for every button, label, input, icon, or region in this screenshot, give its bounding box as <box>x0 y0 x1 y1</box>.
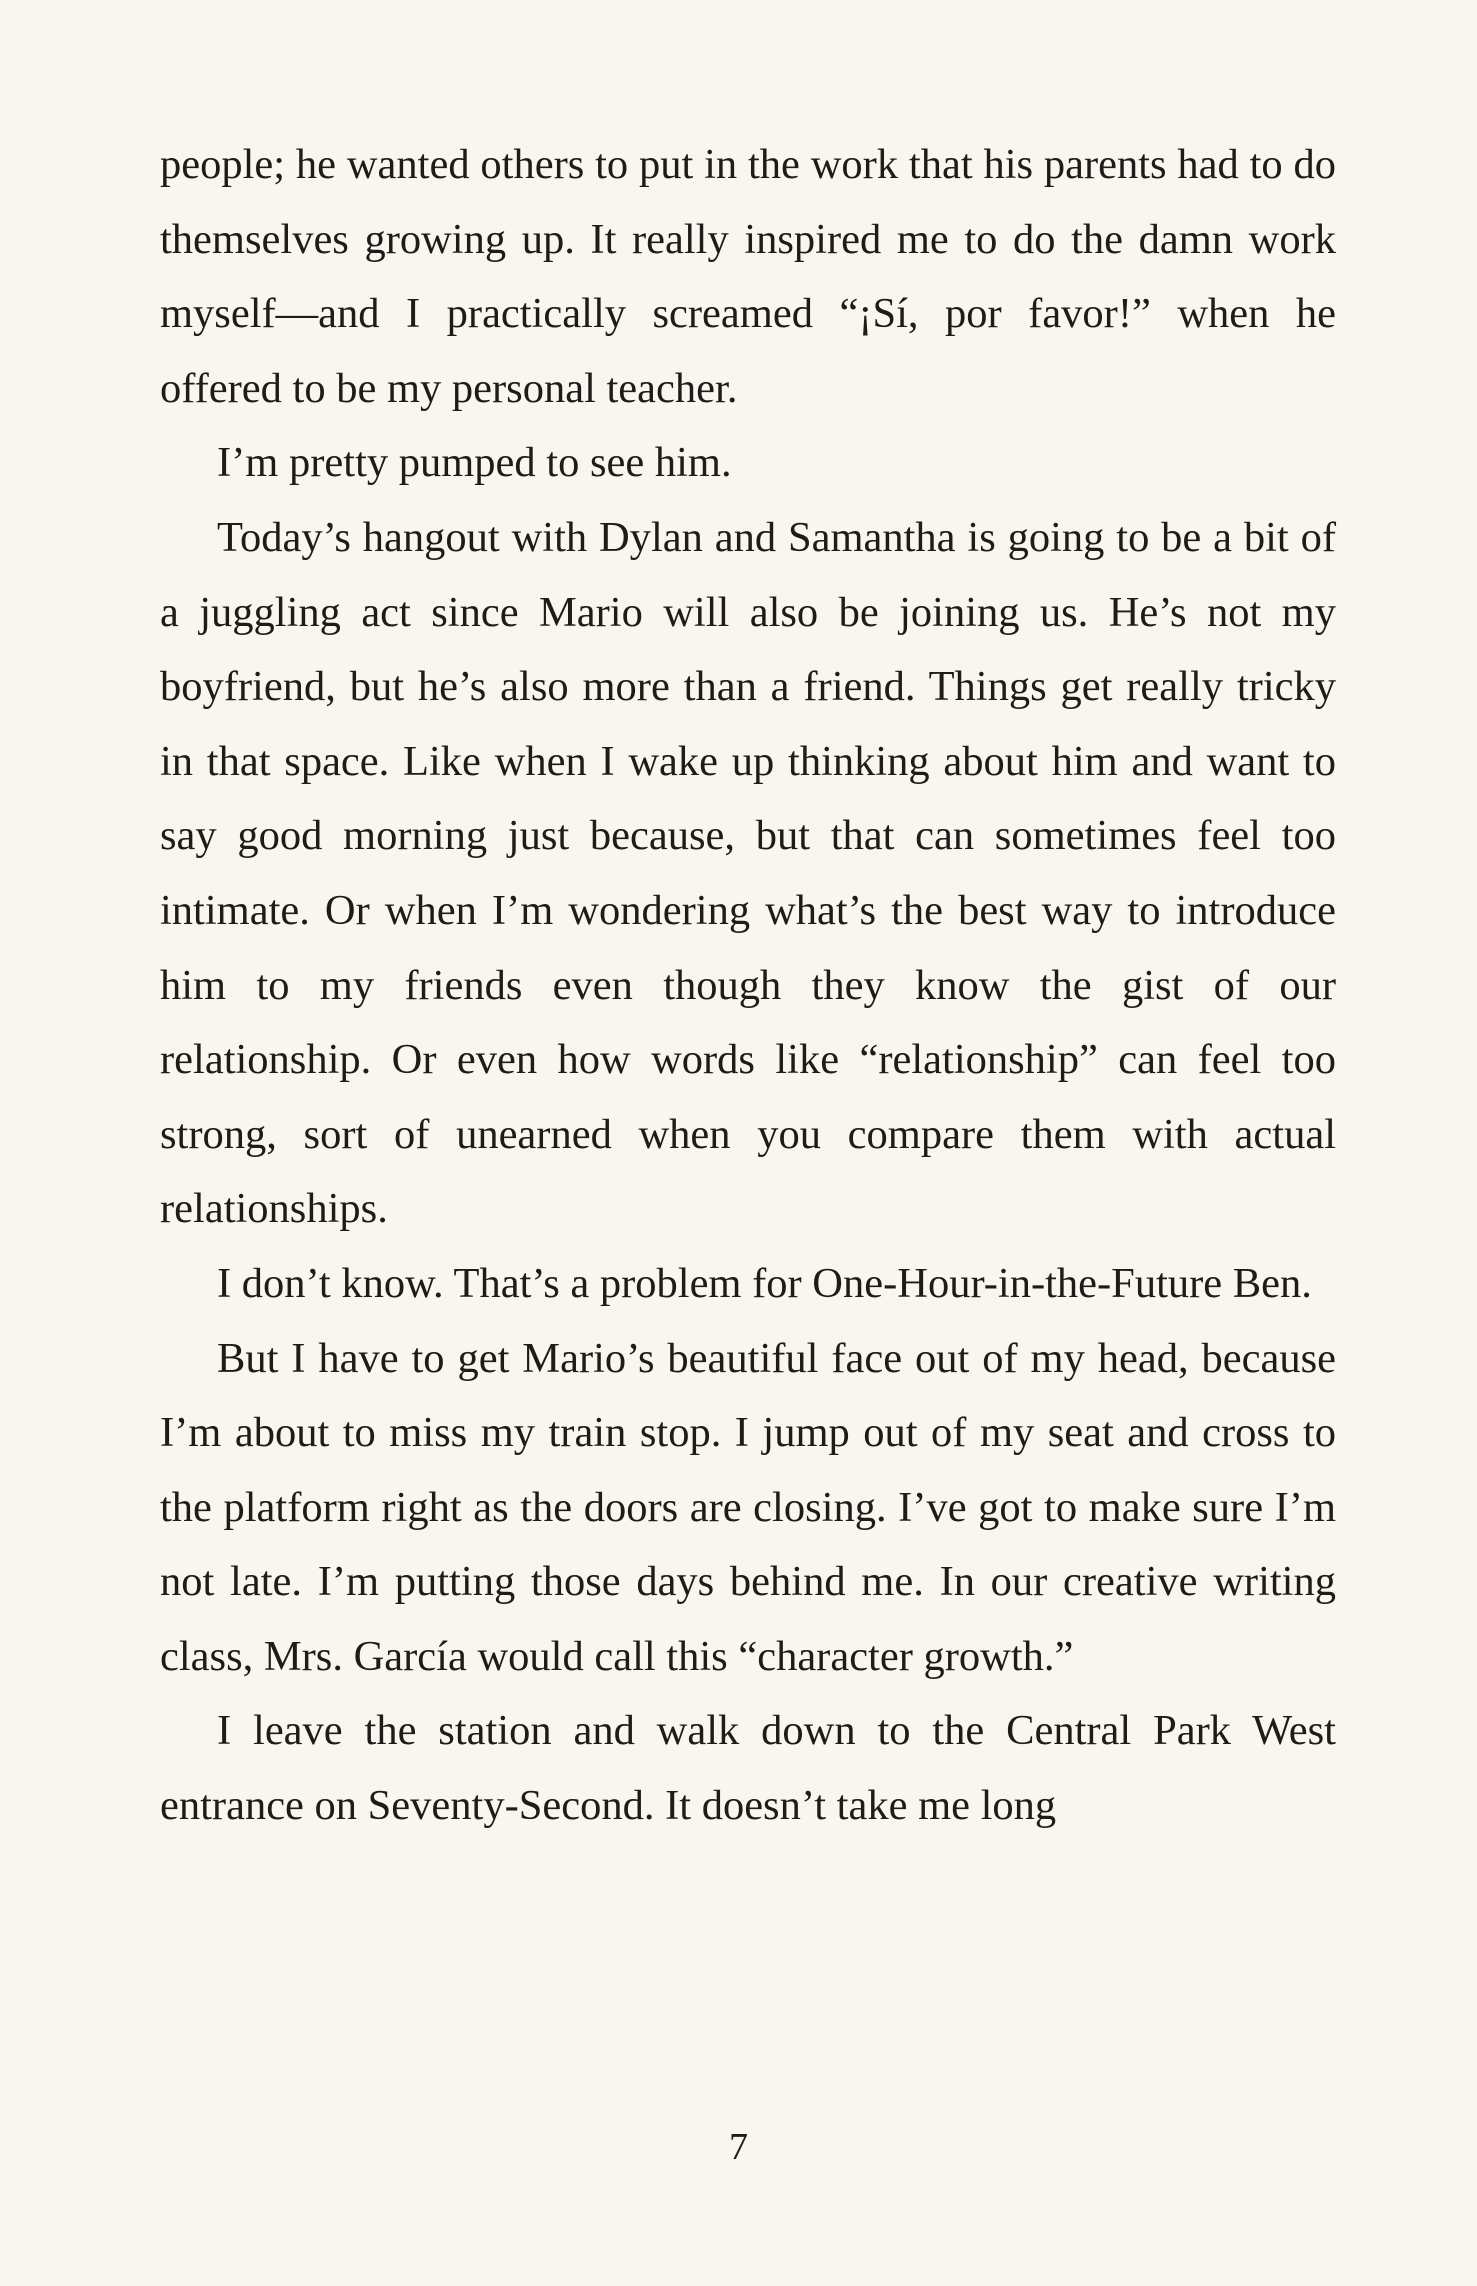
paragraph: I’m pretty pumped to see him. <box>217 439 732 487</box>
paragraph-continued: people; he wanted others to put in the work that his parents had to do themselves growing up. It really inspired me to do the damn work myself—and I practically screamed “¡Sí, por favor!” when he offered to be my personal teacher. <box>160 141 1336 412</box>
paragraph: I leave the station and walk down to the Central Park West entrance on Seventy-Second. It doesn’t take me long <box>160 1707 1336 1830</box>
paragraph: But I have to get Mario’s beautiful face out of my head, because I’m about to miss my train stop. I jump out of my seat and cross to the platform right as the doors are closing. I’ve got to make sure I’m not late. I’m putting those days behind me. In our creative writing class, Mrs. García would call this “character growth.” <box>160 1334 1336 1680</box>
paragraph: Today’s hangout with Dylan and Samantha is going to be a bit of a juggling act since Mario will also be joining us. He’s not my boyfriend, but he’s also more than a friend. Things get really tricky in that space. Like when I wake up thinking about him and want to say good morning just because, but that can sometimes feel too intimate. Or when I’m wondering what’s the best way to introduce him to my friends even though they know the gist of our relationship. Or even how words like “relationship” can feel too strong, sort of unearned when you compare them with actual relationships. <box>160 513 1336 1233</box>
paragraph: I don’t know. That’s a problem for One-Hour-in-the-Future Ben. <box>217 1259 1312 1307</box>
body-text <box>160 128 1336 1844</box>
page-number: 7 <box>729 2126 748 2168</box>
